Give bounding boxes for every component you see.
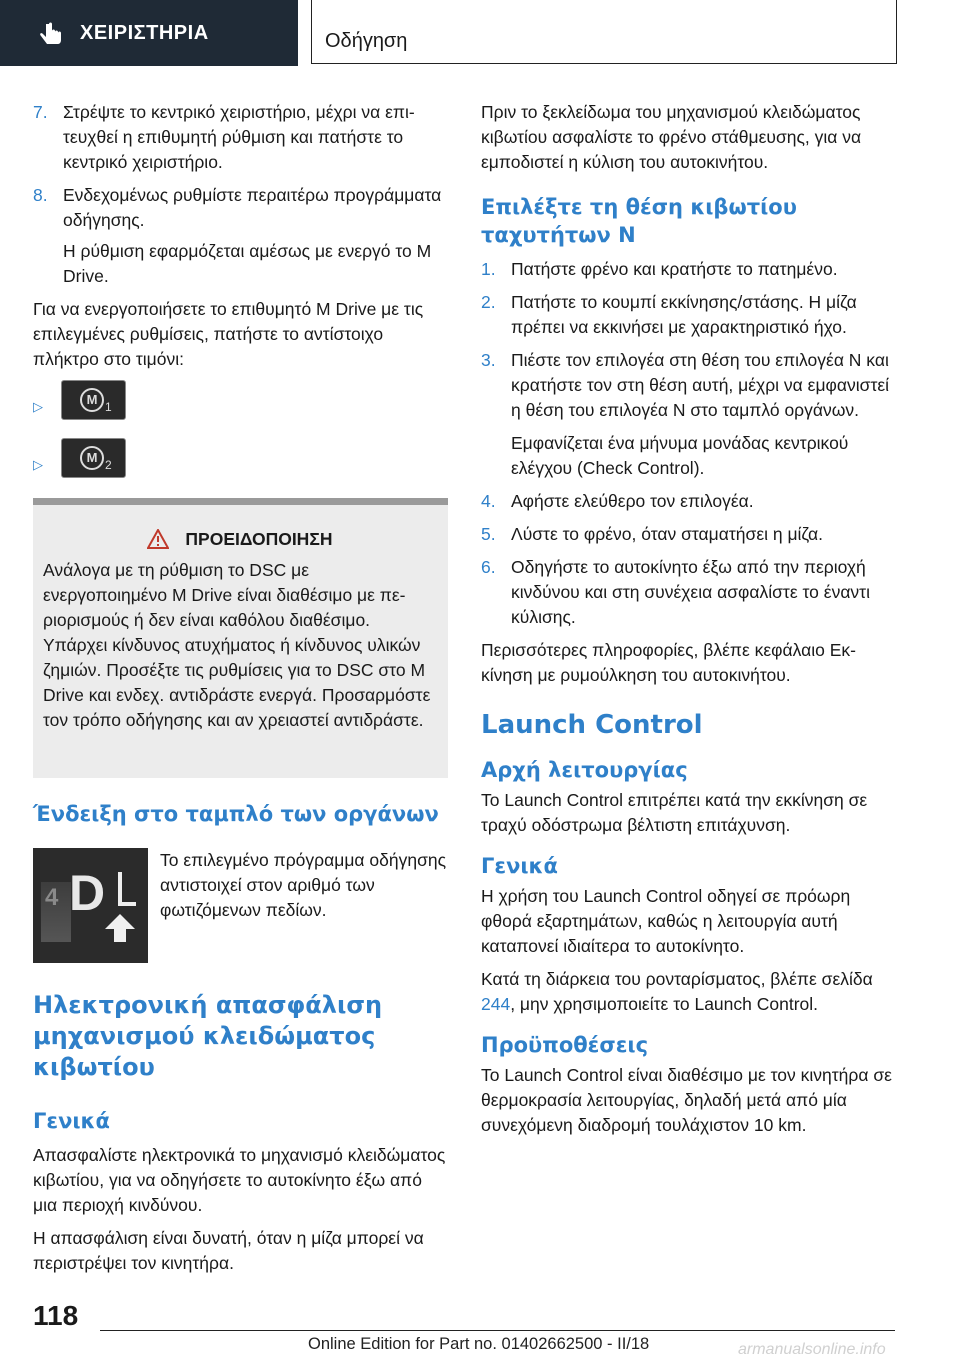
page-244-link[interactable]: 244 [481, 994, 511, 1014]
step-number: 2. [481, 292, 496, 312]
step-text: Ενδεχομένως ρυθμίστε περαιτέρω προγράμματα οδήγησης. [63, 185, 442, 230]
step-text: Πατήστε φρένο και κρατήστε το πατημένο. [511, 259, 838, 279]
general-right-p2 [481, 967, 896, 1017]
edition-text: Online Edition for Part no. 01402662500 - II/18 [308, 1335, 650, 1353]
general-right-p1: Η χρήση του Launch Control οδηγεί σε πρόωρη φθορά εξαρτημάτων, καθώς η λειτουργία αυτή καταπονεί ιδιαίτερα το αυτοκίνητο. [481, 886, 851, 956]
right-step-3 [481, 348, 896, 423]
general-heading-left: Γενικά [33, 1109, 110, 1133]
display-heading: Ένδειξη στο ταμπλό των οργάνων [33, 802, 439, 826]
general-heading-right: Γενικά [481, 854, 558, 878]
principle-text: Το Launch Control επιτρέπει κατά την εκκίνηση σε τραχύ οδόστρωμα βέλτιστη επιτάχυνση. [481, 790, 868, 835]
dash-gear: D [69, 865, 106, 921]
select-n-heading: Επιλέξτε τη θέση κιβωτίου ταχυτήτων N [481, 195, 797, 247]
step-number: 5. [481, 524, 496, 544]
up-arrow-icon [103, 912, 137, 944]
warning-body: Ανάλογα με τη ρύθμιση το DSC με ενεργοποιημένο M Drive είναι διαθέσιμο με περιορισμούς ή δεν είναι καθόλου διαθέσιμο. Υπάρχει κίνδυνος ατυχήματος ή κίνδυνος υλικών ζημιών. Προσέξτε τις ρυθμίσεις για το DSC στο M Drive και ενδεχ. αντιδράστε ενεργά. Προσαρμόστε τον τρόπο οδήγησης και αν χρειαστεί αντιδράστε. [43, 560, 431, 730]
warning-title: ΠΡΟΕΙΔΟΠΟΙΗΣΗ [185, 529, 333, 549]
m-letter: M [80, 388, 104, 412]
section-label: ΧΕΙΡΙΣΤΗΡΙΑ [80, 22, 209, 44]
step-number: 7. [33, 102, 48, 122]
step-number: 1. [481, 259, 496, 279]
dash-digit: 4 [45, 884, 59, 911]
step-number: 6. [481, 557, 496, 577]
step-3-note: Εμφανίζεται ένα μήνυμα μονάδας κεντρικού ελέγχου (Check Control). [511, 433, 849, 478]
general-right-p2-pre: Κατά τη διάρκεια του ρονταρίσματος, βλέπε σελίδα [481, 969, 873, 989]
step-number: 3. [481, 350, 496, 370]
page-number: 118 [33, 1300, 79, 1331]
warning-title-row [43, 527, 436, 552]
launch-control-heading: Launch Control [481, 710, 703, 740]
prerequisites-heading: Προϋποθέσεις [481, 1033, 649, 1057]
m-number: 2 [105, 458, 112, 472]
seat-icon [118, 872, 136, 906]
m2-button-row [33, 438, 448, 490]
prerequisites-text: Το Launch Control είναι διαθέσιμο με τον κινητήρα σε θερμοκρασία λειτουργίας, δηλαδή μετά από μία συνεχόμενη διαδρομή τουλάχιστον 10 km. [481, 1065, 892, 1135]
warning-box [33, 498, 448, 778]
step-8 [33, 183, 448, 233]
more-info: Περισσότερες πληροφορίες, βλέπε κεφάλαιο Εκκίνηση με ρυμούλκηση του αυτοκινήτου. [481, 640, 856, 685]
bullet-triangle-icon: ▷ [33, 399, 43, 414]
general-left-text [33, 1143, 448, 1284]
step-text: Στρέψτε το κεντρικό χειριστήριο, μέχρι να επιτευχθεί η επιθυμητή ρύθμιση και πατήστε το κεντρικό χειριστήριο. [63, 102, 415, 172]
right-step-2 [481, 290, 896, 340]
page-header [0, 0, 960, 66]
step-text: Πατήστε το κουμπί εκκίνησης/στάσης. Η μίζα πρέπει να εκκινήσει με χαρακτηριστικό ήχο. [511, 292, 857, 337]
right-step-6 [481, 555, 896, 630]
watermark: armanualsonline.info [738, 1341, 886, 1358]
chapter-label: Οδήγηση [325, 30, 408, 52]
right-intro: Πριν το ξεκλείδωμα του μηχανισμού κλειδώματος κιβωτίου ασφαλίστε το φρένο στάθμευσης, για να εμποδιστεί η κύλιση του αυτοκινήτου. [481, 102, 862, 172]
general-left-p2: Η απασφάλιση είναι δυνατή, όταν η μίζα μπορεί να περιστρέψει τον κινητήρα. [33, 1228, 424, 1273]
step-text: Οδηγήστε το αυτοκίνητο έξω από την περιοχή κινδύνου και στη συνέχεια ασφαλίστε το έναντι κύλισης. [511, 557, 870, 627]
general-right-p2-post: , μην χρησιμοποιείτε το Launch Control. [510, 994, 819, 1014]
m1-button-icon [61, 380, 126, 420]
instrument-cluster-image [33, 848, 148, 963]
step-number: 4. [481, 491, 496, 511]
footer-divider [100, 1330, 895, 1331]
left-column [33, 100, 448, 490]
display-text: Το επιλεγμένο πρόγραμμα οδήγησης αντιστοιχεί στον αριθμό των φωτιζόμενων πεδίων. [160, 850, 447, 920]
right-step-4 [481, 489, 896, 514]
lock-heading: Ηλεκτρονική απασφάλιση μηχανισμού κλειδώματος κιβωτίου [33, 991, 383, 1081]
warning-triangle-icon [147, 529, 169, 549]
chapter-tab[interactable] [311, 0, 897, 64]
m-letter: M [80, 446, 104, 470]
principle-heading: Αρχή λειτουργίας [481, 758, 688, 782]
step-text: Αφήστε ελεύθερο τον επιλογέα. [511, 491, 754, 511]
general-left-p1: Απασφαλίστε ηλεκτρονικά το μηχανισμό κλειδώματος κιβωτίου, για να οδηγήσετε το αυτοκίνητο έξω από μια περιοχή κινδύνου. [33, 1145, 446, 1215]
step-number: 8. [33, 185, 48, 205]
hand-pointer-icon [38, 22, 64, 50]
right-step-1 [481, 257, 896, 282]
step-text: Λύστε το φρένο, όταν σταματήσει η μίζα. [511, 524, 823, 544]
m-number: 1 [105, 400, 112, 414]
right-step-5 [481, 522, 896, 547]
step-text: Πιέστε τον επιλογέα στη θέση του επιλογέα N και κρατήστε τον στη θέση αυτή, μέχρι να εμφανιστεί η θέση του επιλογέα N στο ταμπλό οργάνων. [511, 350, 890, 420]
step-7 [33, 100, 448, 175]
bullet-triangle-icon: ▷ [33, 457, 43, 472]
right-column [481, 100, 896, 1146]
m-drive-intro: Για να ενεργοποιήσετε το επιθυμητό M Drive με τις επιλεγμένες ρυθμίσεις, πατήστε το αντίστοιχο πλήκτρο στο τιμόνι: [33, 299, 424, 369]
step-8-note: Η ρύθμιση εφαρμόζεται αμέσως με ενεργό το M Drive. [63, 241, 432, 286]
m2-button-icon [61, 438, 126, 478]
m1-button-row [33, 380, 448, 432]
section-tab[interactable] [0, 0, 298, 66]
